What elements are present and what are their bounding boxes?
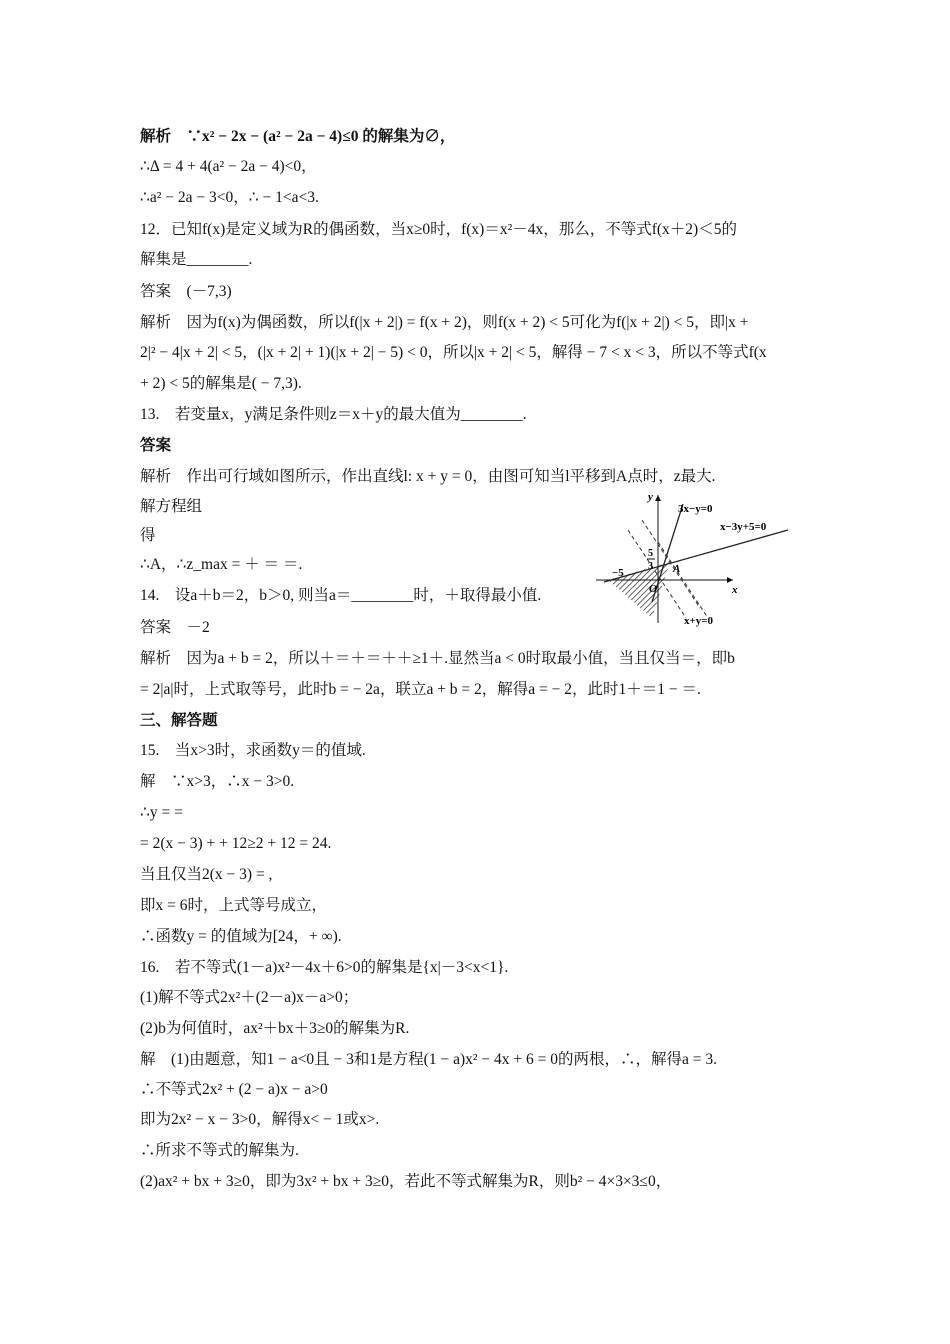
line-2: ∴Δ = 4 + 4(a² − 2a − 4)<0， bbox=[140, 158, 317, 175]
y-axis-arrow bbox=[655, 495, 661, 501]
line-9: + 2) < 5的解集是( − 7,3). bbox=[140, 375, 302, 392]
line-29: (1)解不等式2x²＋(2－a)x－a>0； bbox=[140, 989, 359, 1006]
line-7: 解析 因为f(x)为偶函数，所以f(|x + 2|) = f(x + 2)，则f(x + 2) < 5可化为f(|x + 2|) < 5，即|x + bbox=[140, 314, 749, 331]
line-12: 解析 作出可行域如图所示，作出直线l: x + y = 0，由图可知当l平移到A点时，z最大. bbox=[140, 468, 716, 485]
line-11: 答案 bbox=[140, 437, 172, 454]
line-31: 解 (1)由题意，知1 − a<0且 − 3和1是方程(1 − a)x² − 4x + 6 = 0的两根，∴，解得a = 3. bbox=[140, 1051, 717, 1068]
line-13: 解方程组 bbox=[140, 498, 203, 515]
line-1: 解析 ∵x² − 2x − (a² − 2a − 4)≤0 的解集为∅， bbox=[140, 128, 456, 145]
line-5: 解集是________. bbox=[140, 251, 253, 268]
line-6: 答案 (－7,3) bbox=[140, 283, 232, 300]
line-3: ∴a² − 2a − 3<0，∴ − 1<a<3. bbox=[140, 189, 319, 206]
line-label-x-minus-3y: x−3y+5=0 bbox=[720, 521, 767, 533]
line-22: 解 ∵x>3，∴x − 3>0. bbox=[140, 773, 295, 790]
point-a-label: A bbox=[673, 563, 681, 575]
line-label-x-plus-y: x+y=0 bbox=[684, 615, 714, 627]
line-33: 即为2x² − x − 3>0，解得x< − 1或x>. bbox=[140, 1111, 380, 1128]
tick-label-frac-num: 5 bbox=[648, 548, 653, 559]
tick-label-neg5: −5 bbox=[612, 567, 624, 579]
line-14: 得 bbox=[140, 527, 156, 544]
line-24: = 2(x − 3) + + 12≥2 + 12 = 24. bbox=[140, 835, 332, 852]
line-26: 即x = 6时，上式等号成立， bbox=[140, 897, 327, 914]
line-32: ∴不等式2x² + (2 − a)x − a>0 bbox=[140, 1081, 328, 1098]
line-x-minus-3y-plus-5 bbox=[604, 530, 788, 582]
y-axis-label: y bbox=[648, 491, 653, 503]
line-21: 15. 当x>3时，求函数y＝的值域. bbox=[140, 742, 366, 759]
tick-label-frac-den: 3 bbox=[648, 561, 653, 572]
line-18: 解析 因为a + b = 2，所以＋＝＋＝＋＋≥1＋.显然当a < 0时取最小值，当且仅当＝，即b bbox=[140, 650, 735, 667]
line-4: 12．已知f(x)是定义域为R的偶函数，当x≥0时，f(x)＝x²－4x，那么，不等式f(x＋2)＜5的 bbox=[140, 221, 737, 238]
line-8: 2|² − 4|x + 2| < 5，(|x + 2| + 1)(|x + 2| − 5) < 0，所以|x + 2| < 5，解得 − 7 < x < 3，所以不等式f(x bbox=[140, 344, 767, 361]
line-16: 14. 设a＋b＝2，b＞0, 则当a＝________时，＋取得最小值. bbox=[140, 587, 542, 604]
line-15: ∴A，∴z_max = ＋ ＝ ＝. bbox=[140, 556, 303, 573]
line-20: 三、解答题 bbox=[140, 712, 218, 729]
line-19: = 2|a|时，上式取等号，此时b = − 2a，联立a + b = 2，解得a = − 2，此时1＋＝1 − ＝. bbox=[140, 681, 701, 698]
line-17: 答案 －2 bbox=[140, 619, 210, 636]
feasible-region-svg bbox=[588, 490, 793, 628]
line-34: ∴所求不等式的解集为. bbox=[140, 1142, 299, 1159]
origin-label: O bbox=[649, 583, 657, 595]
line-10: 13. 若变量x，y满足条件则z＝x＋y的最大值为________. bbox=[140, 406, 527, 423]
line-27: ∴函数y = 的值域为[24，+ ∞). bbox=[140, 928, 342, 945]
line-label-3x-minus-y: 3x−y=0 bbox=[678, 503, 713, 515]
line-30: (2)b为何值时，ax²＋bx＋3≥0的解集为R. bbox=[140, 1020, 410, 1037]
x-axis-label: x bbox=[732, 584, 738, 596]
line-28: 16. 若不等式(1－a)x²－4x＋6>0的解集是{x|－3<x<1}. bbox=[140, 959, 509, 976]
line-23: ∴y = = bbox=[140, 804, 183, 821]
feasible-region-figure bbox=[588, 490, 793, 628]
x-axis-arrow bbox=[727, 577, 733, 583]
line-35: (2)ax² + bx + 3≥0，即为3x² + bx + 3≥0，若此不等式解集为R，则b² − 4×3×3≤0， bbox=[140, 1173, 672, 1190]
line-25: 当且仅当2(x − 3) = , bbox=[140, 866, 273, 883]
